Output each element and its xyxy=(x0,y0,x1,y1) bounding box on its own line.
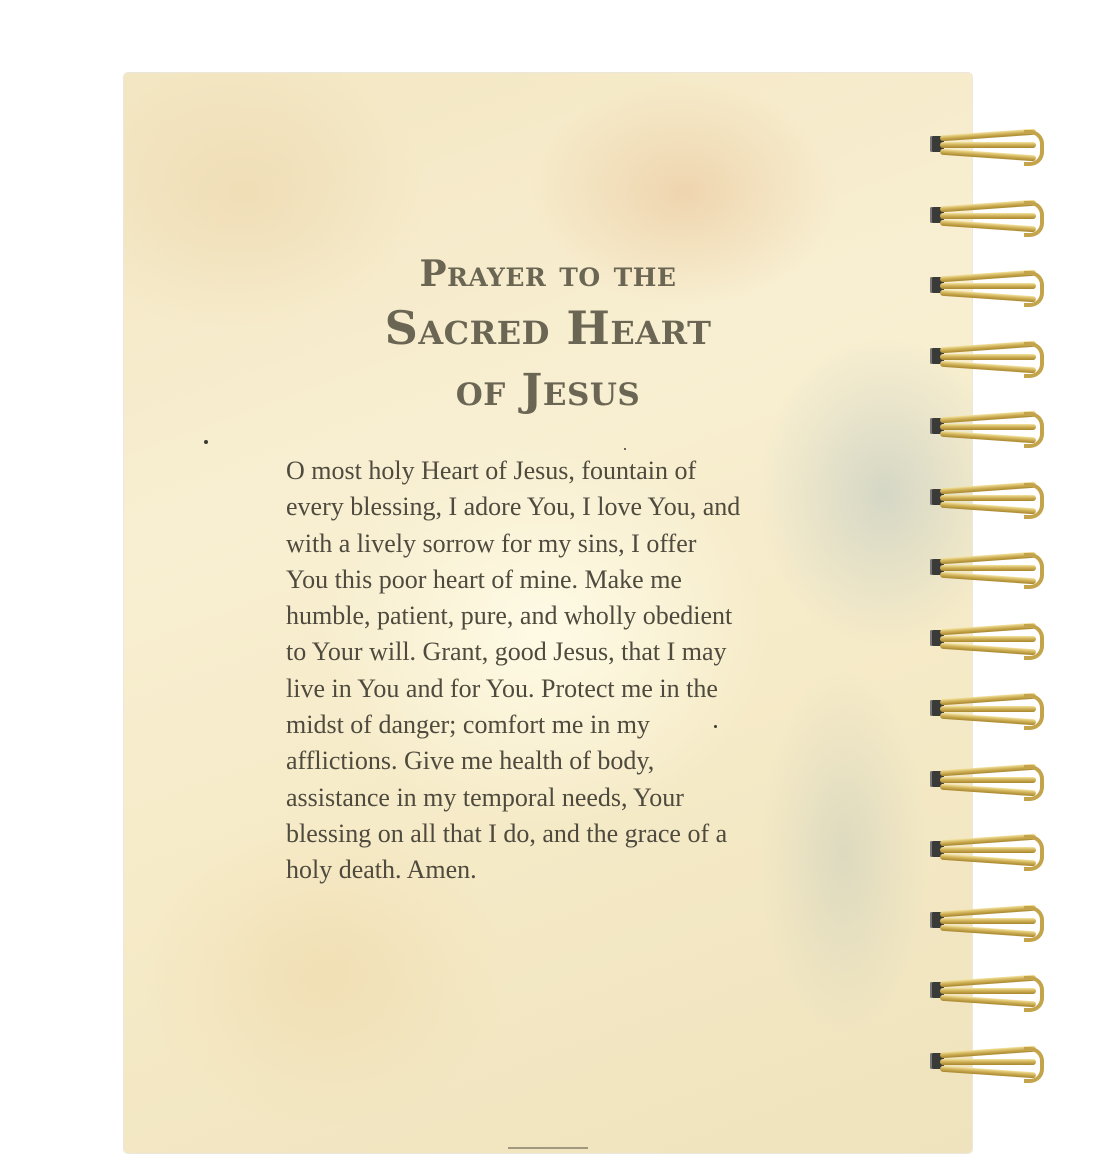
spiral-coil xyxy=(926,553,1051,583)
coil-wire xyxy=(940,572,1036,585)
paper-speck xyxy=(714,725,717,728)
spiral-coil xyxy=(926,835,1051,865)
coil-bend xyxy=(1024,553,1044,589)
coil-bend xyxy=(1024,906,1044,942)
coil-wire xyxy=(940,854,1036,867)
coil-wire xyxy=(940,777,1036,783)
cropped-footer-text xyxy=(508,1147,588,1157)
coil-wire xyxy=(940,552,1036,565)
prayer-text xyxy=(286,453,826,889)
title-line-3: of Jesus xyxy=(455,365,641,416)
prayer-line: every blessing, I adore You, I love You, and xyxy=(286,492,741,522)
spiral-coil xyxy=(926,906,1051,936)
coil-wire xyxy=(940,924,1036,937)
prayer-line: You this poor heart of mine. Make me xyxy=(286,564,682,594)
coil-wire xyxy=(940,763,1036,776)
coil-bend xyxy=(1024,342,1044,378)
coil-wire xyxy=(940,270,1036,283)
coil-wire xyxy=(940,290,1036,303)
coil-bend xyxy=(1024,412,1044,448)
prayer-line: blessing on all that I do, and the grace of a xyxy=(286,818,728,848)
coil-wire xyxy=(940,199,1036,212)
spiral-binding xyxy=(926,130,1056,1135)
prayer-line: O most holy Heart of Jesus, fountain of xyxy=(286,456,697,485)
prayer-line: assistance in my temporal needs, Your xyxy=(286,782,684,812)
spiral-coil xyxy=(926,201,1051,231)
prayer-line: with a lively sorrow for my sins, I offer xyxy=(286,528,697,558)
spiral-coil xyxy=(926,694,1051,724)
coil-wire xyxy=(940,129,1036,142)
spiral-coil xyxy=(926,976,1051,1006)
prayer-line: humble, patient, pure, and wholly obedient xyxy=(286,601,733,631)
coil-bend xyxy=(1024,765,1044,801)
coil-bend xyxy=(1024,130,1044,166)
spiral-coil xyxy=(926,624,1051,654)
coil-wire xyxy=(940,783,1036,796)
coil-wire xyxy=(940,565,1036,571)
spiral-coil xyxy=(926,412,1051,442)
coil-wire xyxy=(940,411,1036,424)
coil-wire xyxy=(940,636,1036,642)
coil-wire xyxy=(940,995,1036,1008)
coil-wire xyxy=(940,360,1036,373)
coil-wire xyxy=(940,1045,1036,1058)
coil-wire xyxy=(940,481,1036,494)
coil-bend xyxy=(1024,271,1044,307)
coil-bend xyxy=(1024,483,1044,519)
coil-wire xyxy=(940,693,1036,706)
coil-bend xyxy=(1024,835,1044,871)
prayer-line: midst of danger; comfort me in my xyxy=(286,710,650,740)
coil-wire xyxy=(940,149,1036,162)
coil-bend xyxy=(1024,624,1044,660)
prayer-line: to Your will. Grant, good Jesus, that I may xyxy=(286,637,727,667)
paper-speck xyxy=(624,448,626,450)
coil-wire xyxy=(940,988,1036,994)
prayer-line: live in You and for You. Protect me in the xyxy=(286,673,718,703)
coil-bend xyxy=(1024,976,1044,1012)
prayer-line: afflictions. Give me health of body, xyxy=(286,746,655,776)
coil-wire xyxy=(940,975,1036,988)
coil-wire xyxy=(940,219,1036,232)
spiral-coil xyxy=(926,483,1051,513)
coil-wire xyxy=(940,918,1036,924)
coil-wire xyxy=(940,706,1036,712)
coil-bend xyxy=(1024,1047,1044,1083)
notebook-page xyxy=(124,73,972,1153)
paper-speck xyxy=(204,440,208,444)
coil-wire xyxy=(940,904,1036,917)
coil-wire xyxy=(940,283,1036,289)
spiral-coil xyxy=(926,1047,1051,1077)
title-line-1: Prayer to the xyxy=(419,253,677,295)
spiral-coil xyxy=(926,342,1051,372)
coil-wire xyxy=(940,834,1036,847)
title-line-2: Sacred Heart xyxy=(384,301,712,355)
coil-wire xyxy=(940,642,1036,655)
coil-wire xyxy=(940,213,1036,219)
prayer-line: holy death. Amen. xyxy=(286,855,477,885)
coil-wire xyxy=(940,340,1036,353)
spiral-coil xyxy=(926,765,1051,795)
coil-wire xyxy=(940,847,1036,853)
coil-bend xyxy=(1024,694,1044,730)
coil-wire xyxy=(940,622,1036,635)
spiral-coil xyxy=(926,130,1051,160)
spiral-coil xyxy=(926,271,1051,301)
coil-wire xyxy=(940,431,1036,444)
coil-wire xyxy=(940,424,1036,430)
coil-wire xyxy=(940,1059,1036,1065)
coil-wire xyxy=(940,501,1036,514)
coil-wire xyxy=(940,713,1036,726)
coil-wire xyxy=(940,142,1036,148)
coil-wire xyxy=(940,495,1036,501)
coil-wire xyxy=(940,354,1036,360)
coil-bend xyxy=(1024,201,1044,237)
coil-wire xyxy=(940,1065,1036,1078)
